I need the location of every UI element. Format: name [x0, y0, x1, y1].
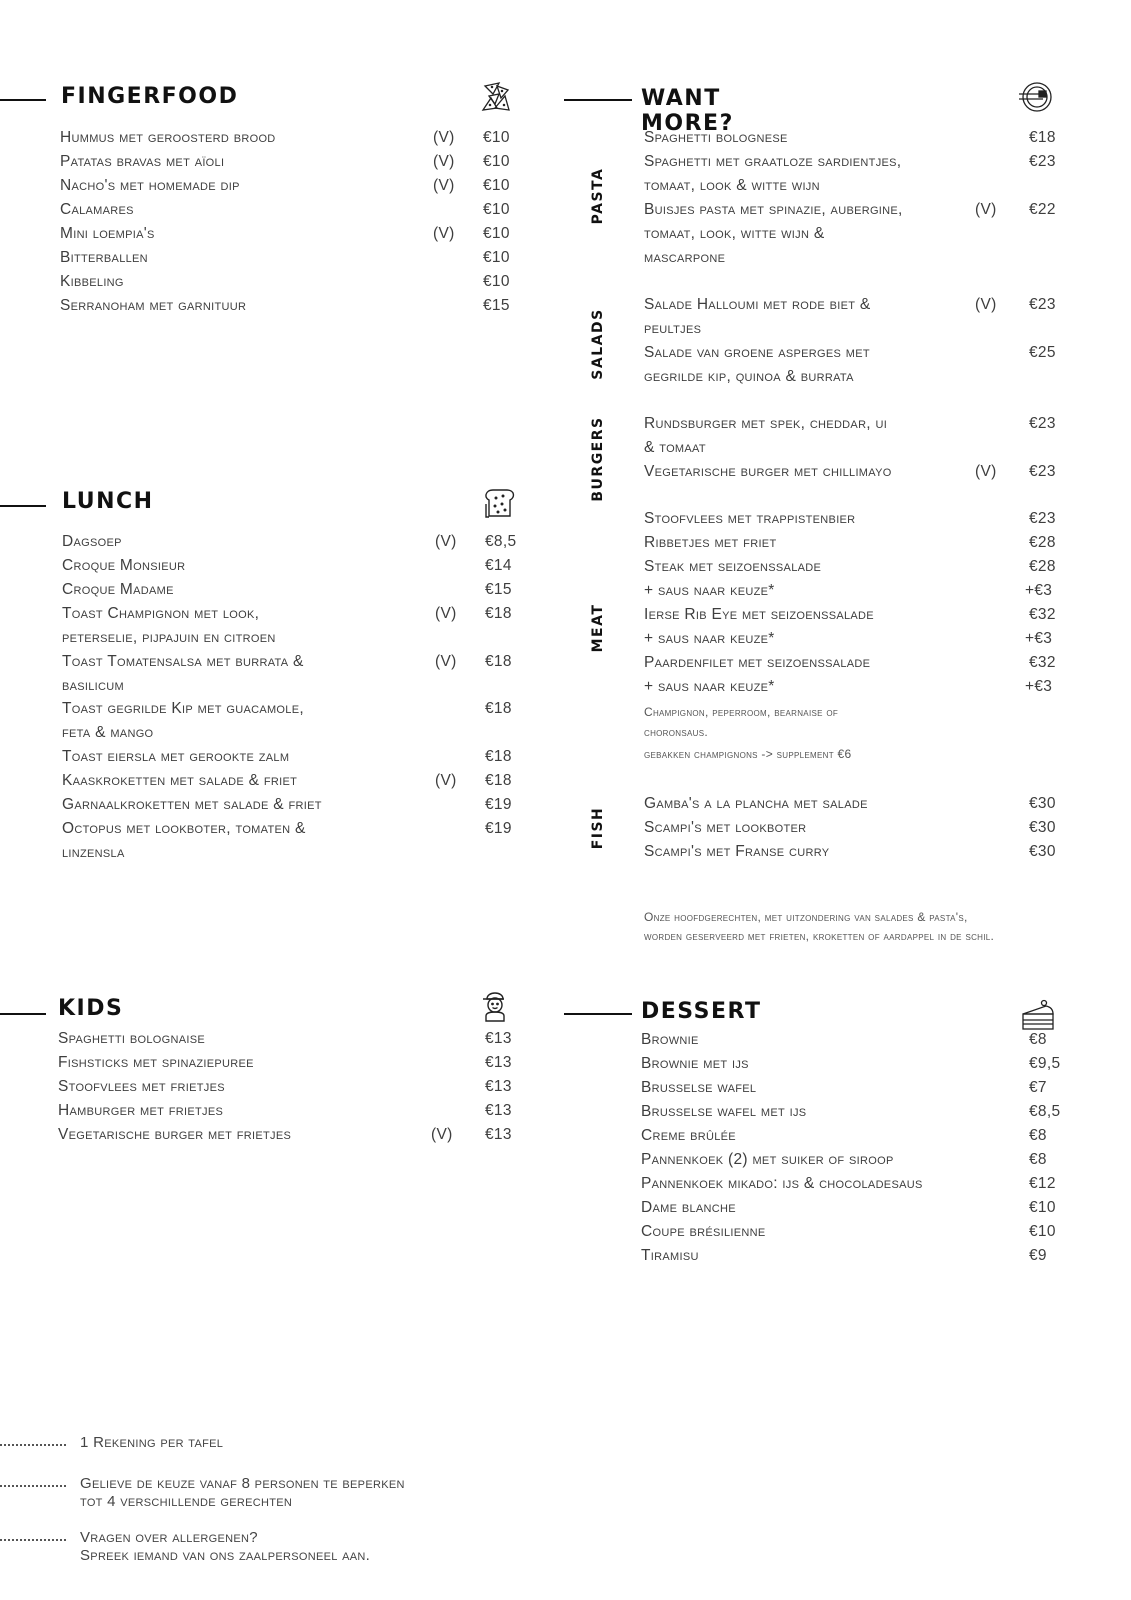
plate-cutlery-icon [1017, 80, 1053, 114]
menu-item: Toast Tomatensalsa met burrata & basilicum (V) €18 [62, 653, 512, 694]
category-label-pasta: PASTA [590, 167, 606, 225]
menu-item: Salade Halloumi met rode biet & peultjes (V) €23 [644, 296, 1056, 337]
sauce-note: Champignon, peperroom, bearnaise of [644, 705, 839, 719]
menu-item: Toast gegrilde Kip met guacamole, feta & mango €18 [62, 700, 512, 741]
footer-note: tot 4 verschillende gerechten [80, 1493, 293, 1510]
menu-item: Spaghetti met graatloze sardientjes, tomaat, look & witte wijn €23 [644, 153, 1056, 194]
category-label-meat: MEAT [590, 603, 606, 653]
divider-line [0, 505, 46, 507]
menu-item: Toast Champignon met look, peterselie, pijpajuin en citroen (V) €18 [62, 605, 512, 646]
menu-item: Salade van groene asperges met gegrilde kip, quinoa & burrata €25 [644, 344, 1056, 385]
nachos-icon [477, 80, 513, 114]
footer-note: Spreek iemand van ons zaalpersoneel aan. [80, 1547, 371, 1564]
category-label-salads: SALADS [590, 308, 606, 380]
section-title: KIDS [58, 996, 124, 1021]
section-title: FINGERFOOD [61, 84, 239, 109]
supplement-note: gebakken champignons -> supplement €6 [644, 747, 852, 761]
main-course-footnote: worden geserveerd met frieten, kroketten of aardappel in de schil. [644, 929, 995, 943]
menu-item: Buisjes pasta met spinazie, aubergine, tomaat, look, witte wijn & mascarpone (V) €22 [644, 201, 1056, 266]
section-title: WANT MORE? [641, 86, 734, 136]
cake-slice-icon [1020, 998, 1056, 1032]
category-label-burgers: BURGERS [590, 416, 606, 502]
dotted-leader [0, 1539, 66, 1541]
footer-note: 1 Rekening per tafel [80, 1434, 224, 1451]
divider-line [0, 99, 46, 101]
section-title: LUNCH [62, 489, 154, 514]
footer-note: Vragen over allergenen? [80, 1529, 258, 1546]
menu-item: Octopus met lookboter, tomaten & linzensla €19 [62, 820, 512, 861]
bread-icon [481, 486, 517, 520]
section-title: DESSERT [641, 999, 762, 1024]
footer-note: Gelieve de keuze vanaf 8 personen te beperken [80, 1475, 405, 1492]
category-label-fish: FISH [590, 806, 606, 850]
child-icon [477, 988, 513, 1022]
dotted-leader [0, 1444, 66, 1446]
menu-item: Rundsburger met spek, cheddar, ui & tomaat €23 [644, 415, 1056, 456]
sauce-note: choronsaus. [644, 725, 708, 739]
dotted-leader [0, 1485, 66, 1487]
divider-line [564, 1013, 632, 1015]
main-course-footnote: Onze hoofdgerechten, met uitzondering van salades & pasta's, [644, 910, 968, 924]
divider-line [0, 1013, 46, 1015]
divider-line [564, 99, 632, 101]
